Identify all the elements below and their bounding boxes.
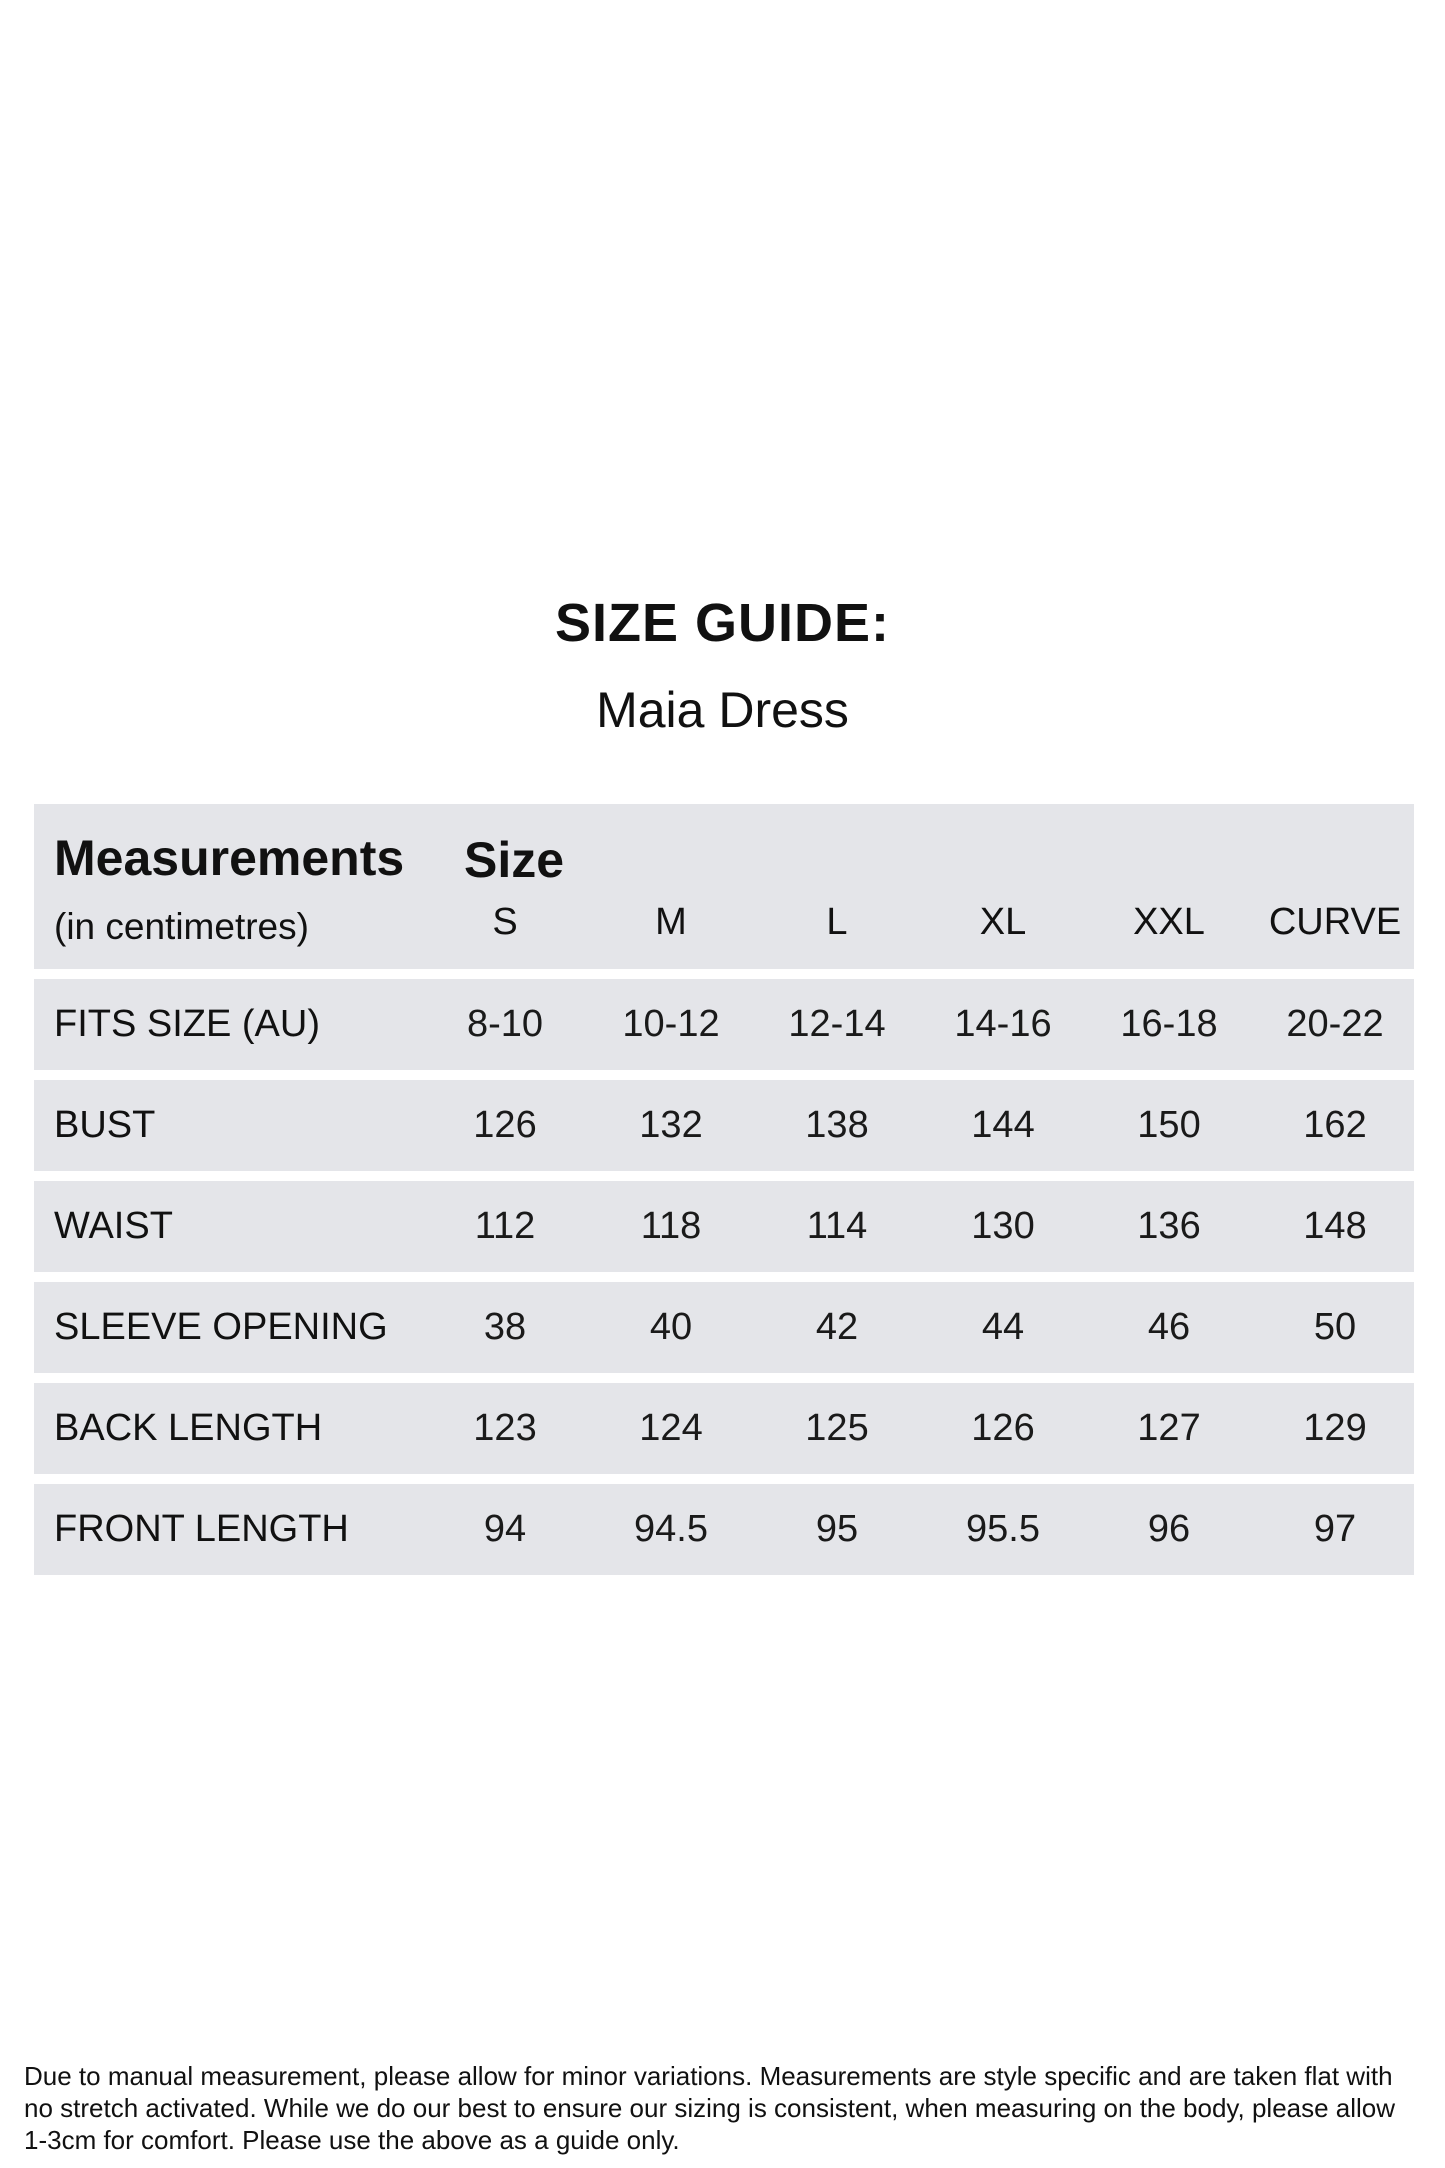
table-cell: 96 [1147,1508,1191,1550]
size-heading: Size [464,832,565,888]
table-cell: 42 [815,1306,859,1348]
product-name: Maia Dress [596,682,849,738]
size-column-header: M [655,901,687,943]
table-cell: 118 [640,1205,702,1247]
measurements-heading: Measurements [54,830,405,886]
row-label: BUST [54,1104,156,1146]
table-row [34,979,1414,1070]
table-cell: 136 [1137,1205,1201,1247]
table-cell: 112 [474,1205,536,1247]
table-cell: 130 [971,1205,1035,1247]
table-cell: 144 [971,1104,1035,1146]
table-cell: 125 [805,1407,869,1449]
table-cell: 95 [815,1508,859,1550]
table-cell: 94 [483,1508,527,1550]
table-cell: 94.5 [634,1508,708,1550]
table-cell: 40 [649,1306,693,1348]
page-title: SIZE GUIDE: [554,593,891,653]
table-cell: 20-22 [1286,1003,1384,1045]
table-header-row [34,804,1414,969]
size-column-header: XL [979,901,1027,943]
row-label: BACK LENGTH [54,1407,323,1449]
table-cell: 50 [1313,1306,1357,1348]
table-cell: 150 [1137,1104,1201,1146]
row-label: WAIST [54,1205,173,1247]
row-label: FITS SIZE (AU) [54,1003,320,1045]
table-cell: 124 [639,1407,703,1449]
size-column-header: XXL [1133,901,1205,943]
table-cell: 46 [1147,1306,1191,1348]
table-cell: 123 [473,1407,537,1449]
table-cell: 138 [805,1104,869,1146]
table-cell: 148 [1303,1205,1367,1247]
size-column-header: S [492,901,518,943]
table-cell: 16-18 [1120,1003,1218,1045]
table-cell: 129 [1303,1407,1367,1449]
table-cell: 126 [473,1104,537,1146]
table-cell: 8-10 [466,1003,544,1045]
table-row [34,1383,1414,1474]
units-note: (in centimetres) [54,906,309,947]
table-cell: 44 [981,1306,1025,1348]
row-label: SLEEVE OPENING [54,1306,388,1348]
table-cell: 132 [639,1104,703,1146]
table-cell: 162 [1303,1104,1367,1146]
table-cell: 10-12 [622,1003,720,1045]
table-cell: 126 [971,1407,1035,1449]
row-label: FRONT LENGTH [54,1508,349,1550]
table-row [34,1282,1414,1373]
table-row [34,1484,1414,1575]
table-cell: 95.5 [966,1508,1040,1550]
table-cell: 38 [483,1306,527,1348]
table-cell: 97 [1313,1508,1357,1550]
table-cell: 12-14 [788,1003,886,1045]
disclaimer-text: Due to manual measurement, please allow for minor variations. Measurements are style specific and are taken flat with no stretch activated. While we do our best to ensure our sizing is consistent, when measuring on the body, please allow 1-3cm for comfort. Please use the above as a guide only. [24,2061,1396,2155]
table-row [34,1080,1414,1171]
size-column-header: L [826,901,848,943]
table-row [34,1181,1414,1272]
table-cell: 114 [806,1205,868,1247]
size-column-header: CURVE [1268,901,1402,943]
table-cell: 127 [1137,1407,1201,1449]
table-cell: 14-16 [954,1003,1052,1045]
